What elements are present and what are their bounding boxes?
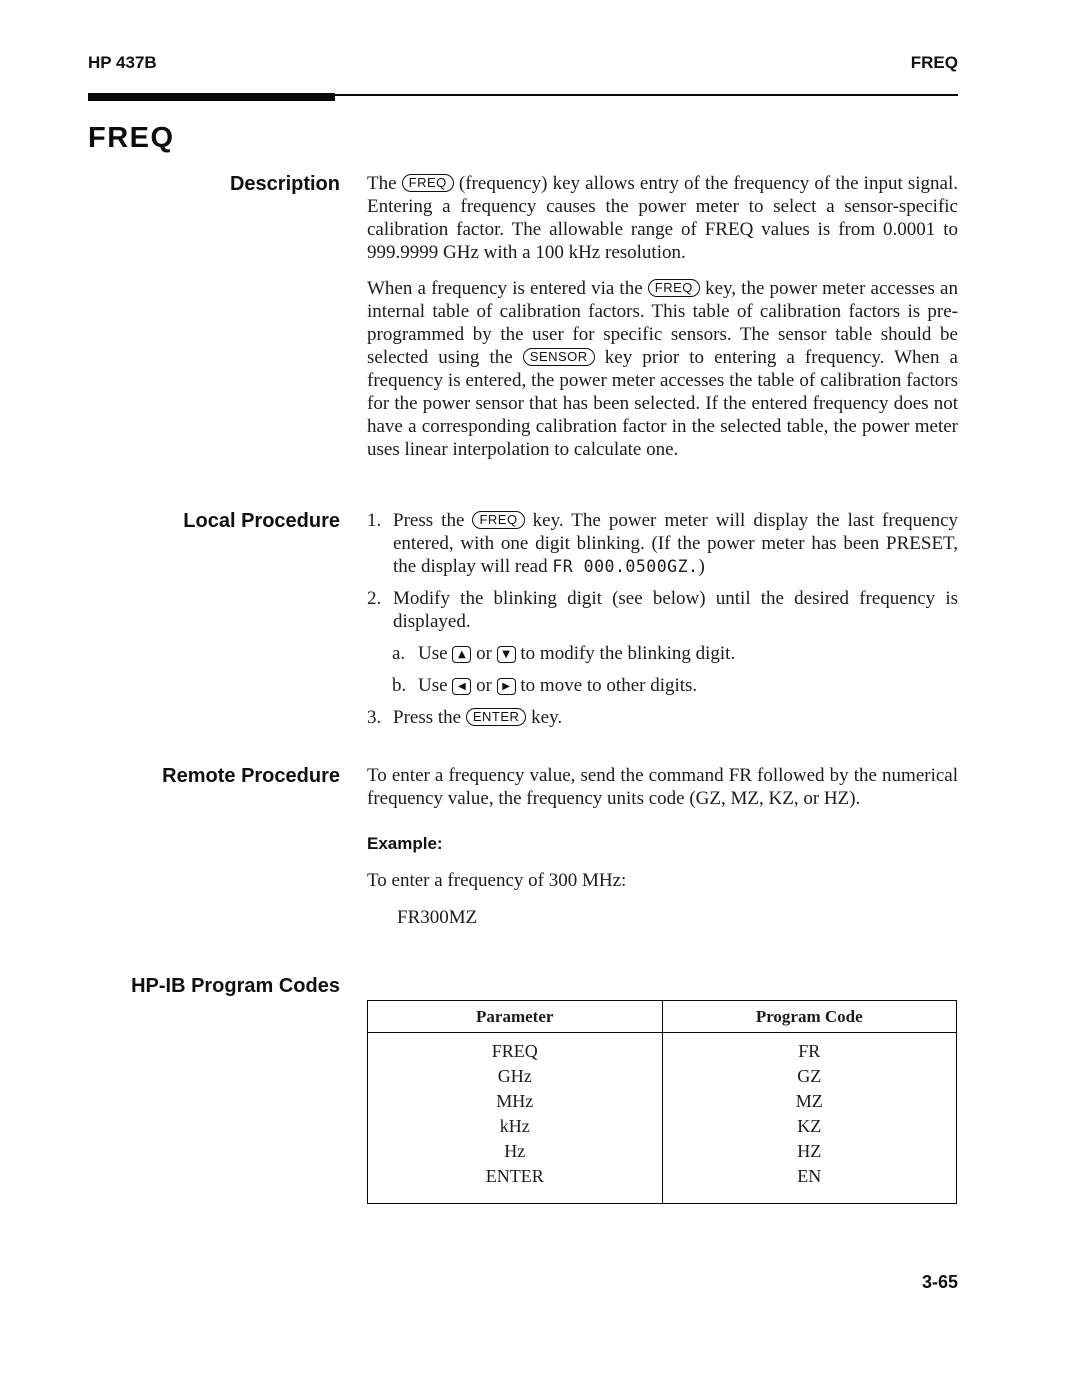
list-item-marker: 3.: [367, 707, 382, 728]
table-row: [368, 1064, 957, 1089]
section-hpib-program-codes: [88, 974, 958, 1204]
left-arrow-keycap-icon: ◀: [452, 678, 471, 695]
table-head: [368, 1001, 957, 1033]
header-model-number: HP 437B: [88, 53, 157, 72]
table-row: [368, 1164, 957, 1204]
display-readout-text: FR 000.0500GZ.: [552, 557, 699, 576]
table-cell: KZ: [662, 1114, 957, 1139]
example-text: To enter a frequency of 300 MHz:: [367, 870, 627, 891]
hpib-codes-table: [367, 1000, 957, 1204]
section-label-remote-procedure: Remote Procedure: [162, 765, 340, 787]
table-cell: MZ: [662, 1089, 957, 1114]
section-label-local-procedure: Local Procedure: [183, 510, 340, 532]
table-header-program-code: Program Code: [662, 1001, 957, 1033]
list-item-marker: a.: [392, 643, 406, 664]
table-cell: kHz: [499, 1116, 530, 1136]
list-item-text: Press the FREQ key. The power meter will display the last frequency entered, with one digit blinking. (If the power meter has been PRESET, the display will read FR 000.0500GZ.): [393, 510, 958, 577]
list-item: [367, 587, 958, 633]
table-cell: ENTER: [485, 1166, 544, 1186]
table-cell: MHz: [496, 1091, 534, 1111]
table-row: [368, 1089, 957, 1114]
table-row: [368, 1033, 957, 1065]
enter-keycap-icon: ENTER: [466, 708, 527, 726]
right-arrow-keycap-icon: ▶: [497, 678, 516, 695]
list-item-marker: b.: [392, 675, 407, 696]
section-remote-procedure: [88, 764, 958, 929]
description-paragraph-1: The FREQ (frequency) key allows entry of the frequency of the input signal. Entering a frequency causes the power meter to select a sensor-specific calibration factor. The allowable range of FREQ values is from 0.0001 to 999.9999 GHz with a 100 kHz resolution.: [367, 173, 958, 263]
hpib-body: [367, 974, 958, 1204]
description-paragraph-2: When a frequency is entered via the FREQ key, the power meter accesses an internal table of calibration factors. This table of calibration factors is pre- programmed by the user for specific sensors. The sensor table should be selected using the SENSOR key prior to entering a frequency. When a frequency is entered, the power meter accesses the table of calibration factors for the power sensor that has been selected. If the entered frequency does not have a corresponding calibration factor in the selected table, the power meter uses linear interpolation to calculate one.: [367, 278, 958, 460]
table-row: [368, 1114, 957, 1139]
freq-keycap-icon: FREQ: [472, 511, 524, 529]
list-item: [367, 509, 958, 578]
freq-keycap-icon: FREQ: [402, 174, 454, 192]
example-code: FR300MZ: [397, 907, 478, 928]
page-header: [88, 53, 958, 73]
description-body: [367, 172, 958, 461]
header-rule-thin-line: [335, 94, 958, 96]
hpib-table-wrapper: [367, 1000, 958, 1204]
table-header-parameter: Parameter: [368, 1001, 663, 1033]
table-body: [368, 1033, 957, 1204]
table-cell: GHz: [497, 1066, 532, 1086]
down-arrow-keycap-icon: ▼: [497, 646, 516, 663]
page-number: 3-65: [921, 1272, 958, 1292]
section-local-procedure: [88, 509, 958, 738]
list-item-text: Modify the blinking digit (see below) until the desired frequency is displayed.: [393, 588, 958, 632]
freq-keycap-icon: FREQ: [648, 279, 700, 297]
table-cell: HZ: [662, 1139, 957, 1164]
list-item-marker: 2.: [367, 588, 382, 609]
header-section-name: FREQ: [910, 53, 958, 72]
table-cell: GZ: [662, 1064, 957, 1089]
table-cell: FREQ: [491, 1041, 538, 1061]
table-header-row: [368, 1001, 957, 1033]
header-rule-thick-bar: [88, 93, 335, 101]
table-cell: EN: [662, 1164, 957, 1204]
list-subitem: [392, 642, 958, 665]
section-label-description: Description: [229, 173, 340, 195]
list-item: [367, 706, 958, 729]
table-cell: FR: [662, 1033, 957, 1065]
page-title: FREQ: [88, 122, 175, 154]
list-item-text: Use ◀ or ▶ to move to other digits.: [418, 675, 698, 696]
list-item-text: Press the ENTER key.: [393, 707, 563, 728]
table-row: [368, 1139, 957, 1164]
list-subitem: [392, 674, 958, 697]
remote-paragraph: To enter a frequency value, send the command FR followed by the numerical frequency value, the frequency units code (GZ, MZ, KZ, or HZ).: [367, 765, 958, 809]
sensor-keycap-icon: SENSOR: [523, 348, 595, 366]
remote-procedure-body: [367, 764, 958, 929]
section-label-hpib-program-codes: HP-IB Program Codes: [131, 975, 340, 997]
table-cell: Hz: [504, 1141, 526, 1161]
up-arrow-keycap-icon: ▲: [452, 646, 471, 663]
local-procedure-body: [367, 509, 958, 738]
section-description: [88, 172, 958, 461]
list-item-text: Use ▲ or ▼ to modify the blinking digit.: [418, 643, 736, 664]
header-rule: [88, 93, 958, 101]
list-item-marker: 1.: [367, 510, 382, 531]
example-label: Example:: [367, 834, 443, 853]
